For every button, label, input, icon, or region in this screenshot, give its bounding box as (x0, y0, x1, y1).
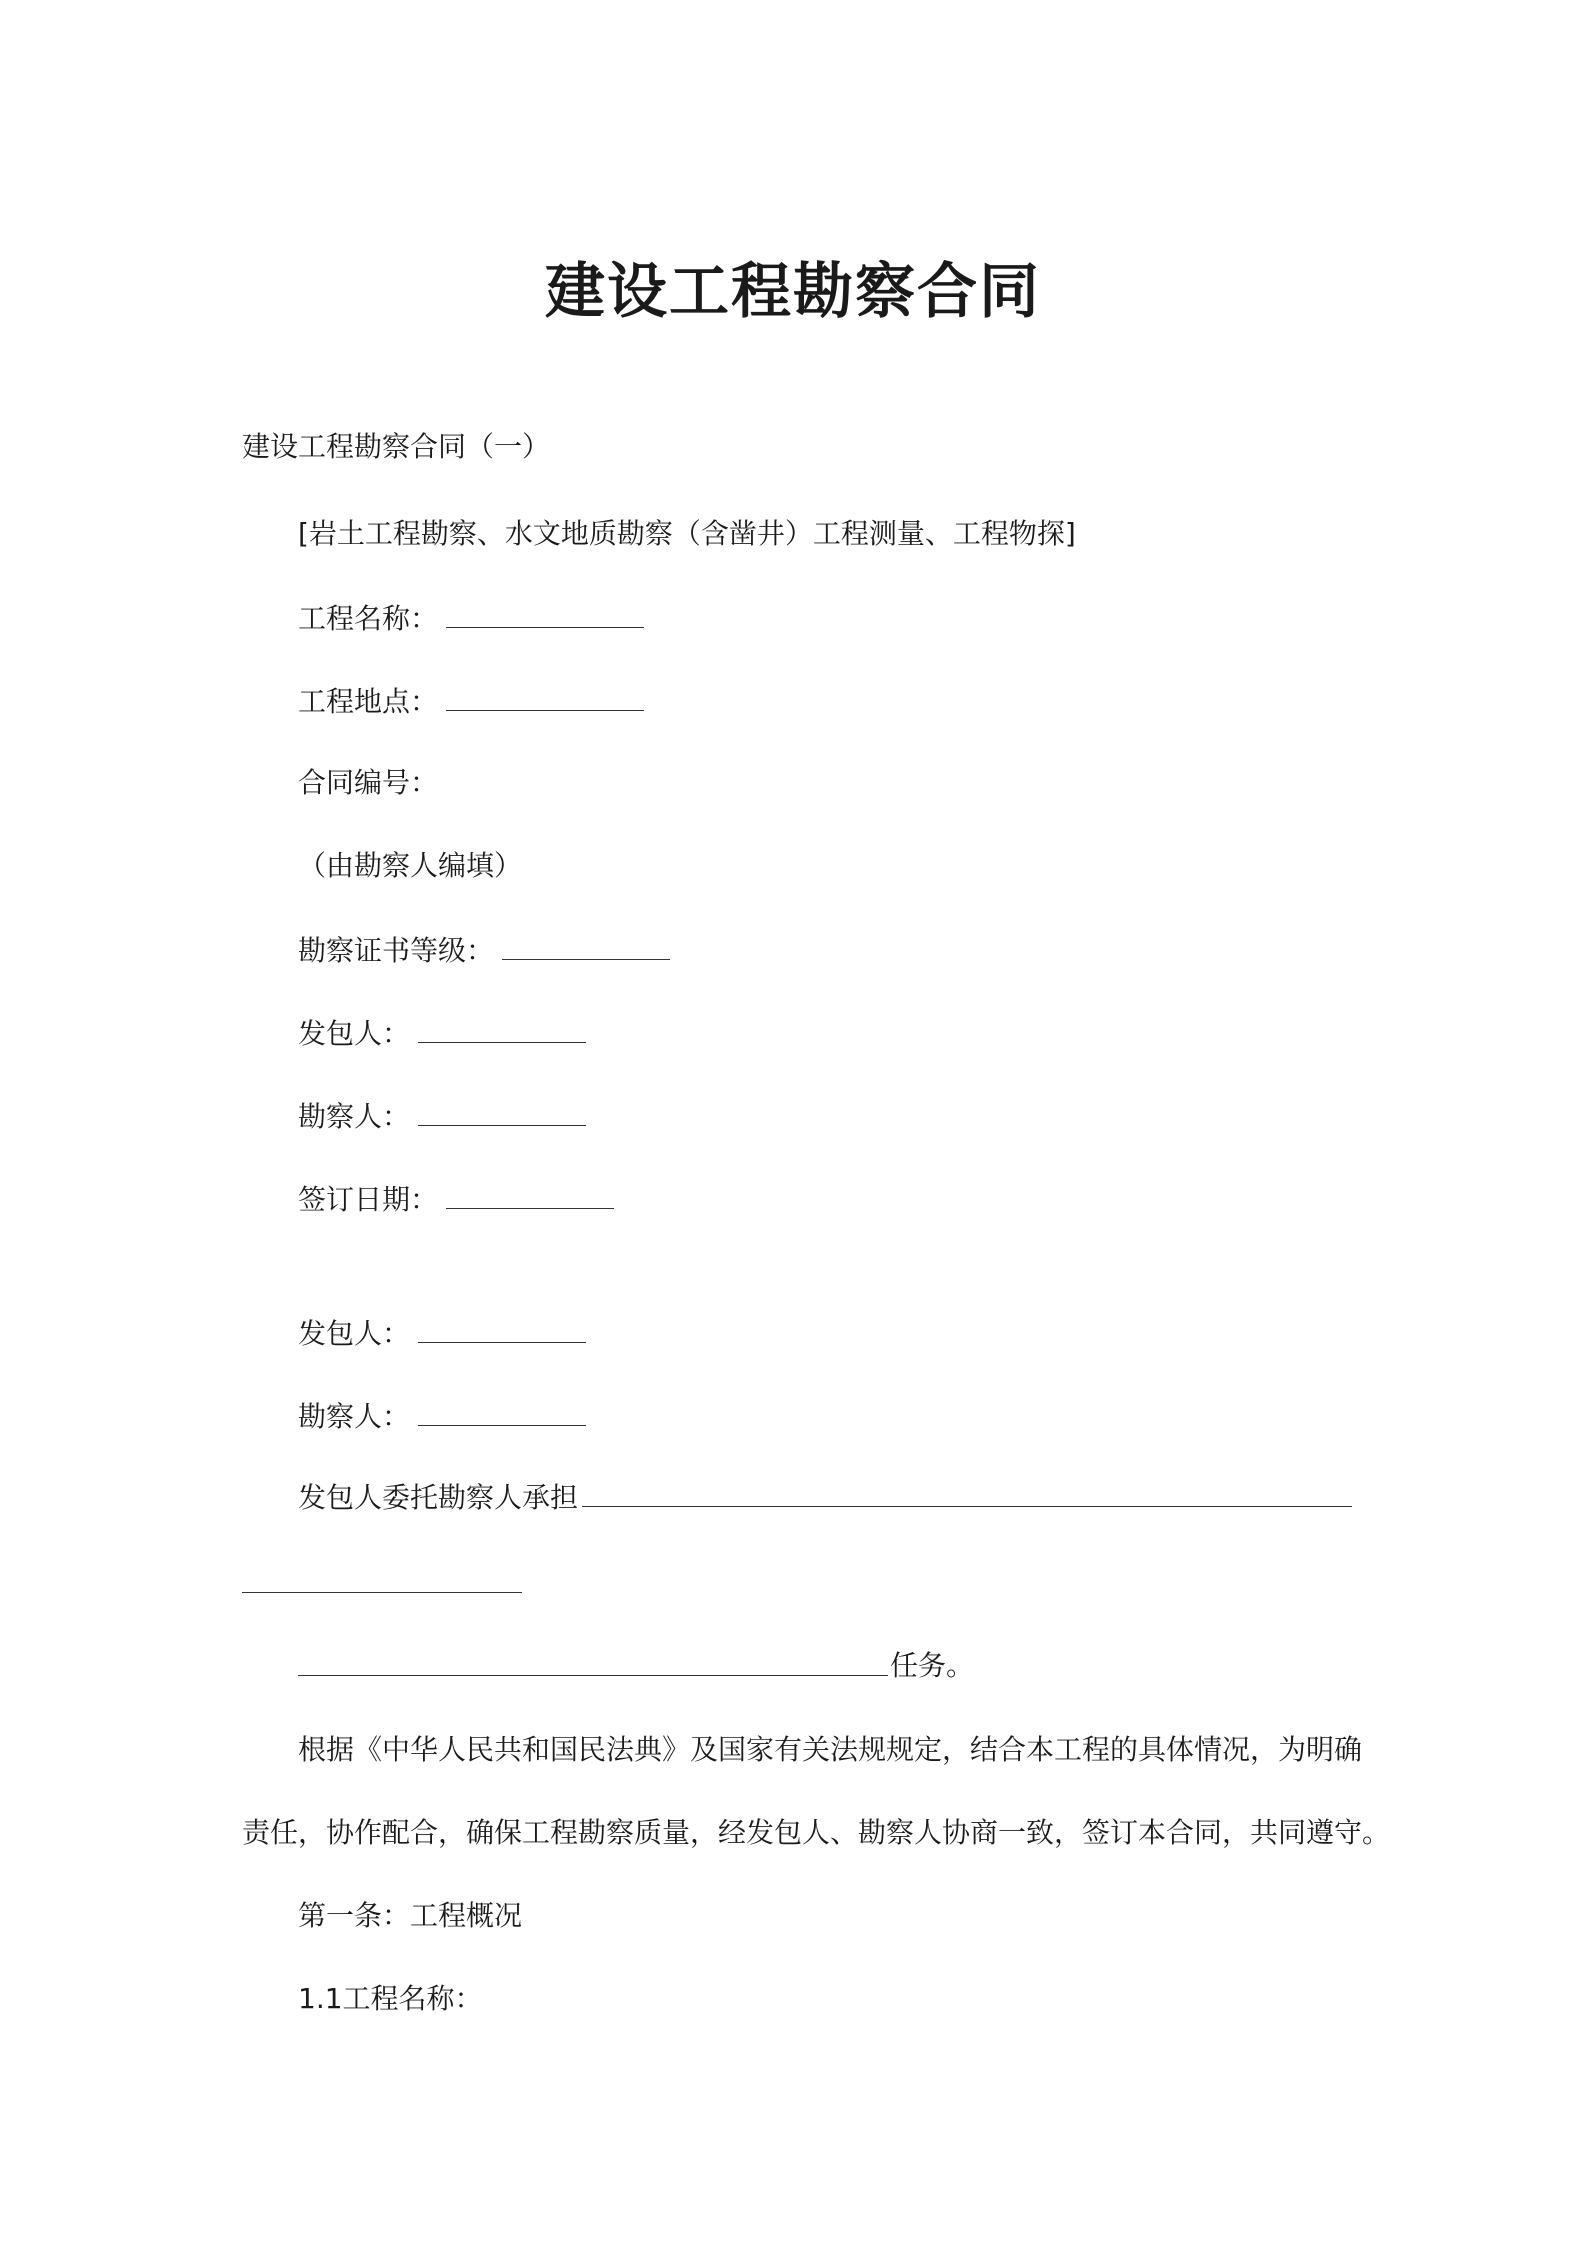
party-surveyor-label: 勘察人： (298, 1400, 411, 1433)
party-surveyor-row (298, 1395, 586, 1437)
cert-level-label: 勘察证书等级： (298, 934, 495, 967)
cert-level-blank[interactable] (502, 929, 670, 960)
party-employer-label: 发包人： (298, 1317, 411, 1350)
party-employer-row (298, 1312, 586, 1354)
employer-row (298, 1012, 586, 1054)
paragraph-line-1: 根据《中华人民共和国民法典》及国家有关法规规定，结合本工程的具体情况，为明确 (298, 1733, 1363, 1766)
entrust-text: 发包人委托勘察人承担 (298, 1481, 579, 1514)
party-employer-blank[interactable] (418, 1312, 586, 1343)
employer-blank[interactable] (418, 1012, 586, 1043)
surveyor-blank[interactable] (418, 1095, 586, 1126)
task-suffix: 任务。 (890, 1649, 975, 1682)
project-name-row (298, 597, 644, 639)
party-surveyor-blank[interactable] (418, 1395, 586, 1426)
entrust-row (298, 1478, 578, 1518)
sign-date-row (298, 1178, 614, 1220)
project-name-blank[interactable] (446, 597, 644, 628)
project-location-label: 工程地点： (298, 685, 439, 718)
article-1-heading: 第一条：工程概况 (298, 1899, 523, 1932)
document-title: 建设工程勘察合同 (545, 257, 1041, 327)
contract-subtitle: 建设工程勘察合同（一） (242, 430, 551, 463)
employer-label: 发包人： (298, 1017, 411, 1050)
project-location-row (298, 680, 644, 722)
cert-level-row (298, 929, 670, 971)
project-location-blank[interactable] (446, 680, 644, 711)
contract-no-label: 合同编号： (298, 766, 439, 799)
contract-no-note: （由勘察人编填） (298, 849, 523, 882)
task-blank[interactable] (298, 1675, 888, 1676)
sign-date-blank[interactable] (446, 1178, 614, 1209)
sign-date-label: 签订日期： (298, 1183, 439, 1216)
surveyor-row (298, 1095, 586, 1137)
item-1-1: 1.1工程名称： (298, 1982, 483, 2015)
entrust-blank[interactable] (582, 1506, 1352, 1507)
paragraph-line-2: 责任，协作配合，确保工程勘察质量，经发包人、勘察人协商一致，签订本合同，共同遵守。 (242, 1816, 1391, 1849)
project-name-label: 工程名称： (298, 602, 439, 635)
surveyor-label: 勘察人： (298, 1100, 411, 1133)
entrust-blank-continued[interactable] (242, 1592, 522, 1593)
scope-note: [岩土工程勘察、水文地质勘察（含凿井）工程测量、工程物探] (298, 517, 1076, 550)
